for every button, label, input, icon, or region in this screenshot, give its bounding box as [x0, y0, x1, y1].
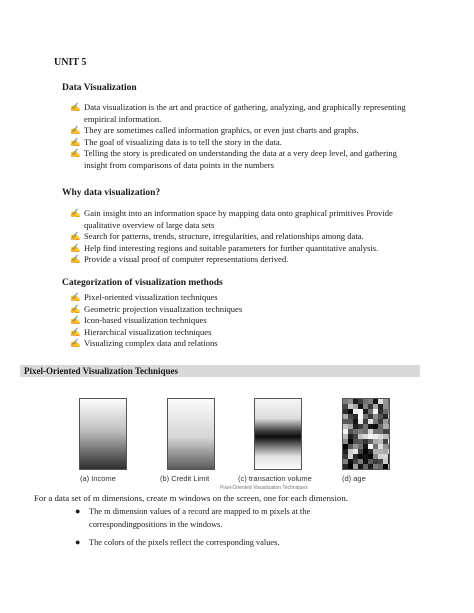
- data-visualization-list: [70, 102, 420, 172]
- unit-title: UNIT 5: [54, 57, 87, 68]
- section-title: Pixel-Oriented Visualization Techniques: [24, 366, 179, 376]
- noise-cell: [388, 434, 389, 439]
- noise-cell: [368, 434, 373, 439]
- noise-cell: [343, 404, 348, 409]
- noise-cell: [373, 439, 378, 444]
- noise-cell: [383, 439, 388, 444]
- why-list: [70, 208, 420, 266]
- noise-cell: [353, 449, 358, 454]
- panel-caption: (c) transaction volume: [238, 474, 312, 483]
- noise-cell: [378, 439, 383, 444]
- panel-caption: (a) Income: [80, 474, 116, 483]
- noise-cell: [368, 399, 373, 404]
- noise-cell: [363, 449, 368, 454]
- list-item: ✍ Geometric projection visualization techniques: [70, 303, 243, 314]
- noise-cell: [358, 459, 363, 464]
- list-item: ✍ They are sometimes called information graphics, or even just charts and graphs.: [70, 125, 359, 136]
- noise-cell: [343, 454, 348, 459]
- noise-cell: [363, 444, 368, 449]
- noise-cell: [348, 424, 353, 429]
- writing-hand-icon: ✍: [70, 254, 81, 265]
- noise-cell: [358, 444, 363, 449]
- noise-cell: [358, 454, 363, 459]
- transaction-volume-pixel-panel: [254, 398, 302, 470]
- noise-cell: [358, 429, 363, 434]
- list-item: ✍ Provide a visual proof of computer representations derived.: [70, 254, 289, 265]
- list-item: ✍ Hierarchical visualization techniques: [70, 326, 212, 337]
- panel-caption: (d) age: [342, 474, 366, 483]
- list-item: ✍ Icon-based visualization techniques: [70, 315, 207, 326]
- noise-cell: [388, 429, 389, 434]
- noise-cell: [368, 424, 373, 429]
- noise-cell: [368, 409, 373, 414]
- noise-cell: [373, 464, 378, 469]
- noise-cell: [388, 449, 389, 454]
- writing-hand-icon: ✍: [70, 125, 81, 136]
- noise-cell: [348, 434, 353, 439]
- noise-cell: [373, 424, 378, 429]
- why-heading: Why data visualization?: [62, 188, 161, 198]
- noise-cell: [383, 409, 388, 414]
- noise-cell: [388, 399, 389, 404]
- noise-cell: [368, 429, 373, 434]
- section-band: [20, 365, 420, 377]
- noise-cell: [373, 449, 378, 454]
- noise-cell: [343, 414, 348, 419]
- detail-list: [75, 505, 385, 549]
- noise-cell: [373, 444, 378, 449]
- noise-cell: [383, 449, 388, 454]
- noise-cell: [373, 454, 378, 459]
- noise-cell: [343, 409, 348, 414]
- categorization-heading: Categorization of visualization methods: [62, 278, 223, 288]
- noise-cell: [363, 404, 368, 409]
- credit-limit-pixel-panel: [167, 398, 215, 470]
- writing-hand-icon: ✍: [70, 303, 81, 314]
- noise-cell: [343, 444, 348, 449]
- noise-cell: [388, 444, 389, 449]
- noise-cell: [378, 464, 383, 469]
- noise-cell: [378, 429, 383, 434]
- list-item: ✍ Help find interesting regions and suitable parameters for further quantitative analysis.: [70, 242, 379, 253]
- noise-cell: [388, 414, 389, 419]
- noise-cell: [343, 399, 348, 404]
- noise-cell: [363, 399, 368, 404]
- noise-cell: [383, 434, 388, 439]
- noise-cell: [353, 464, 358, 469]
- list-item: ✍ Data visualization is the art and practice of gathering, analyzing, and graphically representing empirical information.: [70, 102, 406, 124]
- noise-cell: [368, 464, 373, 469]
- noise-cell: [383, 464, 388, 469]
- noise-cell: [388, 424, 389, 429]
- noise-cell: [383, 454, 388, 459]
- writing-hand-icon: ✍: [70, 136, 81, 147]
- noise-cell: [343, 439, 348, 444]
- noise-cell: [348, 444, 353, 449]
- income-pixel-panel: [79, 398, 127, 470]
- noise-cell: [388, 454, 389, 459]
- noise-cell: [348, 419, 353, 424]
- noise-cell: [378, 414, 383, 419]
- noise-cell: [383, 429, 388, 434]
- noise-cell: [388, 464, 389, 469]
- writing-hand-icon: ✍: [70, 315, 81, 326]
- writing-hand-icon: ✍: [70, 148, 81, 159]
- noise-cell: [358, 399, 363, 404]
- noise-cell: [368, 454, 373, 459]
- noise-cell: [348, 439, 353, 444]
- noise-cell: [358, 449, 363, 454]
- noise-cell: [358, 419, 363, 424]
- noise-cell: [348, 399, 353, 404]
- noise-cell: [378, 449, 383, 454]
- noise-cell: [383, 399, 388, 404]
- noise-cell: [348, 454, 353, 459]
- noise-cell: [353, 454, 358, 459]
- noise-cell: [383, 424, 388, 429]
- list-item: ✍ Visualizing complex data and relations: [70, 338, 218, 349]
- noise-cell: [388, 409, 389, 414]
- noise-cell: [378, 419, 383, 424]
- noise-cell: [378, 409, 383, 414]
- writing-hand-icon: ✍: [70, 242, 81, 253]
- noise-cell: [363, 424, 368, 429]
- noise-cell: [388, 404, 389, 409]
- age-pixel-panel: [342, 398, 390, 470]
- noise-cell: [343, 434, 348, 439]
- categorization-list: [70, 292, 420, 350]
- noise-cell: [378, 454, 383, 459]
- noise-cell: [358, 404, 363, 409]
- noise-cell: [358, 434, 363, 439]
- noise-cell: [358, 439, 363, 444]
- noise-cell: [353, 404, 358, 409]
- noise-cell: [348, 449, 353, 454]
- noise-cell: [363, 459, 368, 464]
- noise-cell: [373, 459, 378, 464]
- bullet-dot-icon: ●: [75, 506, 81, 516]
- noise-cell: [348, 464, 353, 469]
- noise-cell: [353, 434, 358, 439]
- noise-cell: [363, 454, 368, 459]
- noise-cell: [368, 414, 373, 419]
- noise-cell: [363, 464, 368, 469]
- list-item: ● The m dimension values of a record are mapped to m pixels at the correspondingpositions in the windows.: [75, 506, 311, 529]
- noise-cell: [363, 414, 368, 419]
- noise-cell: [348, 429, 353, 434]
- list-item: ● The colors of the pixels reflect the corresponding values.: [75, 537, 280, 547]
- writing-hand-icon: ✍: [70, 102, 81, 112]
- noise-cell: [368, 404, 373, 409]
- noise-cell: [383, 404, 388, 409]
- noise-cell: [358, 464, 363, 469]
- list-item: ✍ Search for patterns, trends, structure, irregularities, and relationships among data.: [70, 231, 364, 242]
- noise-cell: [343, 424, 348, 429]
- writing-hand-icon: ✍: [70, 208, 81, 218]
- list-item: ✍ Pixel-oriented visualization techniques: [70, 292, 218, 302]
- noise-cell: [353, 444, 358, 449]
- noise-cell: [353, 414, 358, 419]
- noise-cell: [378, 444, 383, 449]
- noise-cell: [373, 419, 378, 424]
- noise-cell: [363, 409, 368, 414]
- noise-cell: [368, 459, 373, 464]
- noise-cell: [373, 414, 378, 419]
- noise-cell: [343, 459, 348, 464]
- noise-cell: [373, 409, 378, 414]
- description-paragraph: For a data set of m dimensions, create m windows on the screen, one for each dimension.: [34, 493, 348, 503]
- noise-cell: [363, 419, 368, 424]
- noise-cell: [373, 429, 378, 434]
- noise-cell: [373, 399, 378, 404]
- noise-cell: [353, 409, 358, 414]
- bullet-dot-icon: ●: [75, 537, 81, 547]
- noise-cell: [368, 444, 373, 449]
- list-item: ✍ Gain insight into an information space by mapping data onto graphical primitives Provide qualitative overview of large data sets: [70, 208, 393, 230]
- noise-cell: [383, 419, 388, 424]
- noise-cell: [353, 459, 358, 464]
- noise-cell: [388, 439, 389, 444]
- list-item: ✍ Telling the story is predicated on understanding the data at a very deep level, and gathering insight from comparisons of data points in the numbers: [70, 148, 397, 170]
- noise-cell: [363, 439, 368, 444]
- noise-cell: [358, 409, 363, 414]
- panel-caption: (b) Credit Limit: [160, 474, 210, 483]
- noise-cell: [368, 449, 373, 454]
- noise-cell: [348, 414, 353, 419]
- noise-cell: [363, 429, 368, 434]
- writing-hand-icon: ✍: [70, 231, 81, 242]
- writing-hand-icon: ✍: [70, 326, 81, 337]
- noise-cell: [353, 439, 358, 444]
- noise-cell: [348, 404, 353, 409]
- noise-cell: [353, 399, 358, 404]
- noise-cell: [378, 434, 383, 439]
- noise-cell: [363, 434, 368, 439]
- noise-cell: [348, 459, 353, 464]
- noise-cell: [368, 439, 373, 444]
- noise-cell: [343, 419, 348, 424]
- list-item: ✍ The goal of visualizing data is to tell the story in the data.: [70, 136, 282, 147]
- noise-cell: [388, 419, 389, 424]
- noise-cell: [383, 459, 388, 464]
- noise-cell: [378, 399, 383, 404]
- noise-cell: [358, 424, 363, 429]
- noise-cell: [343, 449, 348, 454]
- noise-cell: [383, 444, 388, 449]
- noise-cell: [378, 404, 383, 409]
- noise-cell: [353, 419, 358, 424]
- age-noise-pattern: [343, 399, 389, 469]
- noise-cell: [358, 414, 363, 419]
- noise-cell: [383, 414, 388, 419]
- noise-cell: [368, 419, 373, 424]
- noise-cell: [378, 459, 383, 464]
- writing-hand-icon: ✍: [70, 338, 81, 349]
- noise-cell: [373, 404, 378, 409]
- noise-cell: [378, 424, 383, 429]
- writing-hand-icon: ✍: [70, 292, 81, 302]
- noise-cell: [353, 424, 358, 429]
- noise-cell: [348, 409, 353, 414]
- noise-cell: [343, 429, 348, 434]
- noise-cell: [388, 459, 389, 464]
- noise-cell: [353, 429, 358, 434]
- data-visualization-heading: Data Visualization: [62, 83, 137, 93]
- noise-cell: [343, 464, 348, 469]
- figure-caption: Pixel-Oriented Visualization Techniques: [220, 485, 308, 491]
- noise-cell: [373, 434, 378, 439]
